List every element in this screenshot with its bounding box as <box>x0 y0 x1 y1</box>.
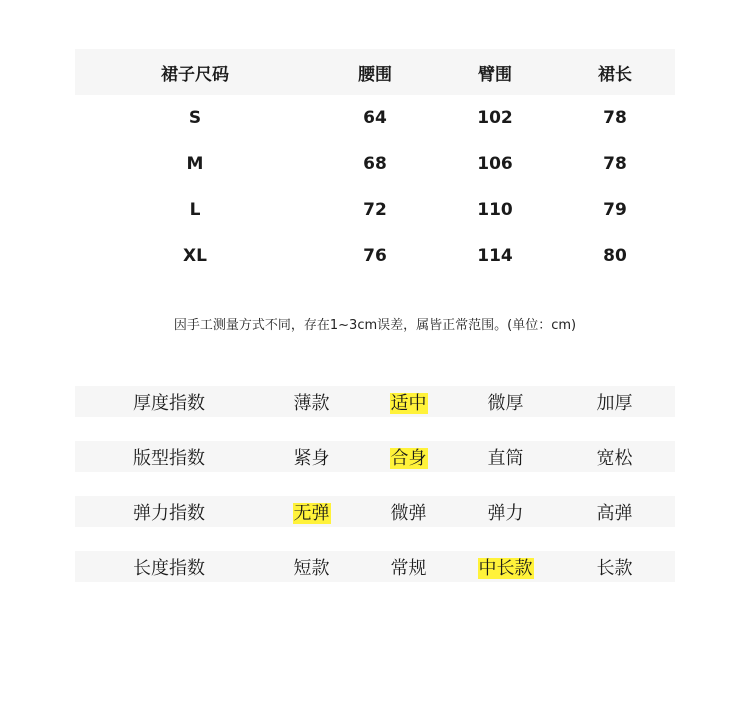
size-table <box>75 49 675 279</box>
option-text: 微厚 <box>487 392 524 414</box>
header-waist: 腰围 <box>358 64 392 85</box>
index-option <box>554 554 675 580</box>
option-text: 弹力 <box>487 502 524 524</box>
index-option <box>554 444 675 470</box>
index-label: 版型指数 <box>133 447 205 469</box>
index-row-elasticity <box>75 496 675 527</box>
arm-cell: 114 <box>477 246 513 266</box>
size-cell: XL <box>183 246 207 266</box>
size-row <box>75 187 675 233</box>
option-text: 直筒 <box>487 447 524 469</box>
header-size: 裙子尺码 <box>161 64 229 85</box>
index-option <box>263 554 360 580</box>
arm-cell: 110 <box>477 200 513 220</box>
option-text: 宽松 <box>596 447 633 469</box>
index-option <box>263 444 360 470</box>
option-text: 紧身 <box>293 447 330 469</box>
index-label: 长度指数 <box>133 557 205 579</box>
length-cell: 78 <box>603 154 627 174</box>
waist-cell: 76 <box>363 246 387 266</box>
index-row-length <box>75 551 675 582</box>
size-row <box>75 141 675 187</box>
option-text: 中长款 <box>478 557 533 579</box>
index-option <box>457 499 554 525</box>
length-cell: 78 <box>603 108 627 128</box>
length-cell: 79 <box>603 200 627 220</box>
header-arm: 臂围 <box>478 64 512 85</box>
option-text: 常规 <box>390 557 427 579</box>
index-option <box>554 389 675 415</box>
size-cell: M <box>186 154 204 174</box>
index-label: 厚度指数 <box>133 392 205 414</box>
index-label: 弹力指数 <box>133 502 205 524</box>
index-option <box>263 499 360 525</box>
header-length: 裙长 <box>598 64 632 85</box>
option-text: 高弹 <box>596 502 633 524</box>
size-row <box>75 233 675 279</box>
index-option <box>360 554 457 580</box>
waist-cell: 72 <box>363 200 387 220</box>
index-option <box>360 499 457 525</box>
size-table-header <box>75 49 675 95</box>
index-row-fit <box>75 441 675 472</box>
option-text: 适中 <box>390 392 427 414</box>
option-text: 微弹 <box>390 502 427 524</box>
index-option <box>457 444 554 470</box>
index-option <box>263 389 360 415</box>
option-text: 合身 <box>390 447 427 469</box>
option-text: 长款 <box>596 557 633 579</box>
index-row-thickness <box>75 386 675 417</box>
option-text: 加厚 <box>596 392 633 414</box>
size-row <box>75 95 675 141</box>
option-text: 薄款 <box>293 392 330 414</box>
waist-cell: 68 <box>363 154 387 174</box>
option-text: 短款 <box>293 557 330 579</box>
index-option <box>554 499 675 525</box>
index-option <box>360 444 457 470</box>
index-option <box>457 554 554 580</box>
length-cell: 80 <box>603 246 627 266</box>
size-cell: S <box>188 108 202 128</box>
index-option <box>457 389 554 415</box>
size-cell: L <box>189 200 201 220</box>
arm-cell: 102 <box>477 108 513 128</box>
index-option <box>360 389 457 415</box>
measurement-note: 因手工测量方式不同，存在1~3cm误差，属皆正常范围。(单位：cm) <box>173 318 577 333</box>
waist-cell: 64 <box>363 108 387 128</box>
option-text: 无弹 <box>293 502 330 524</box>
index-table <box>75 386 675 606</box>
arm-cell: 106 <box>477 154 513 174</box>
